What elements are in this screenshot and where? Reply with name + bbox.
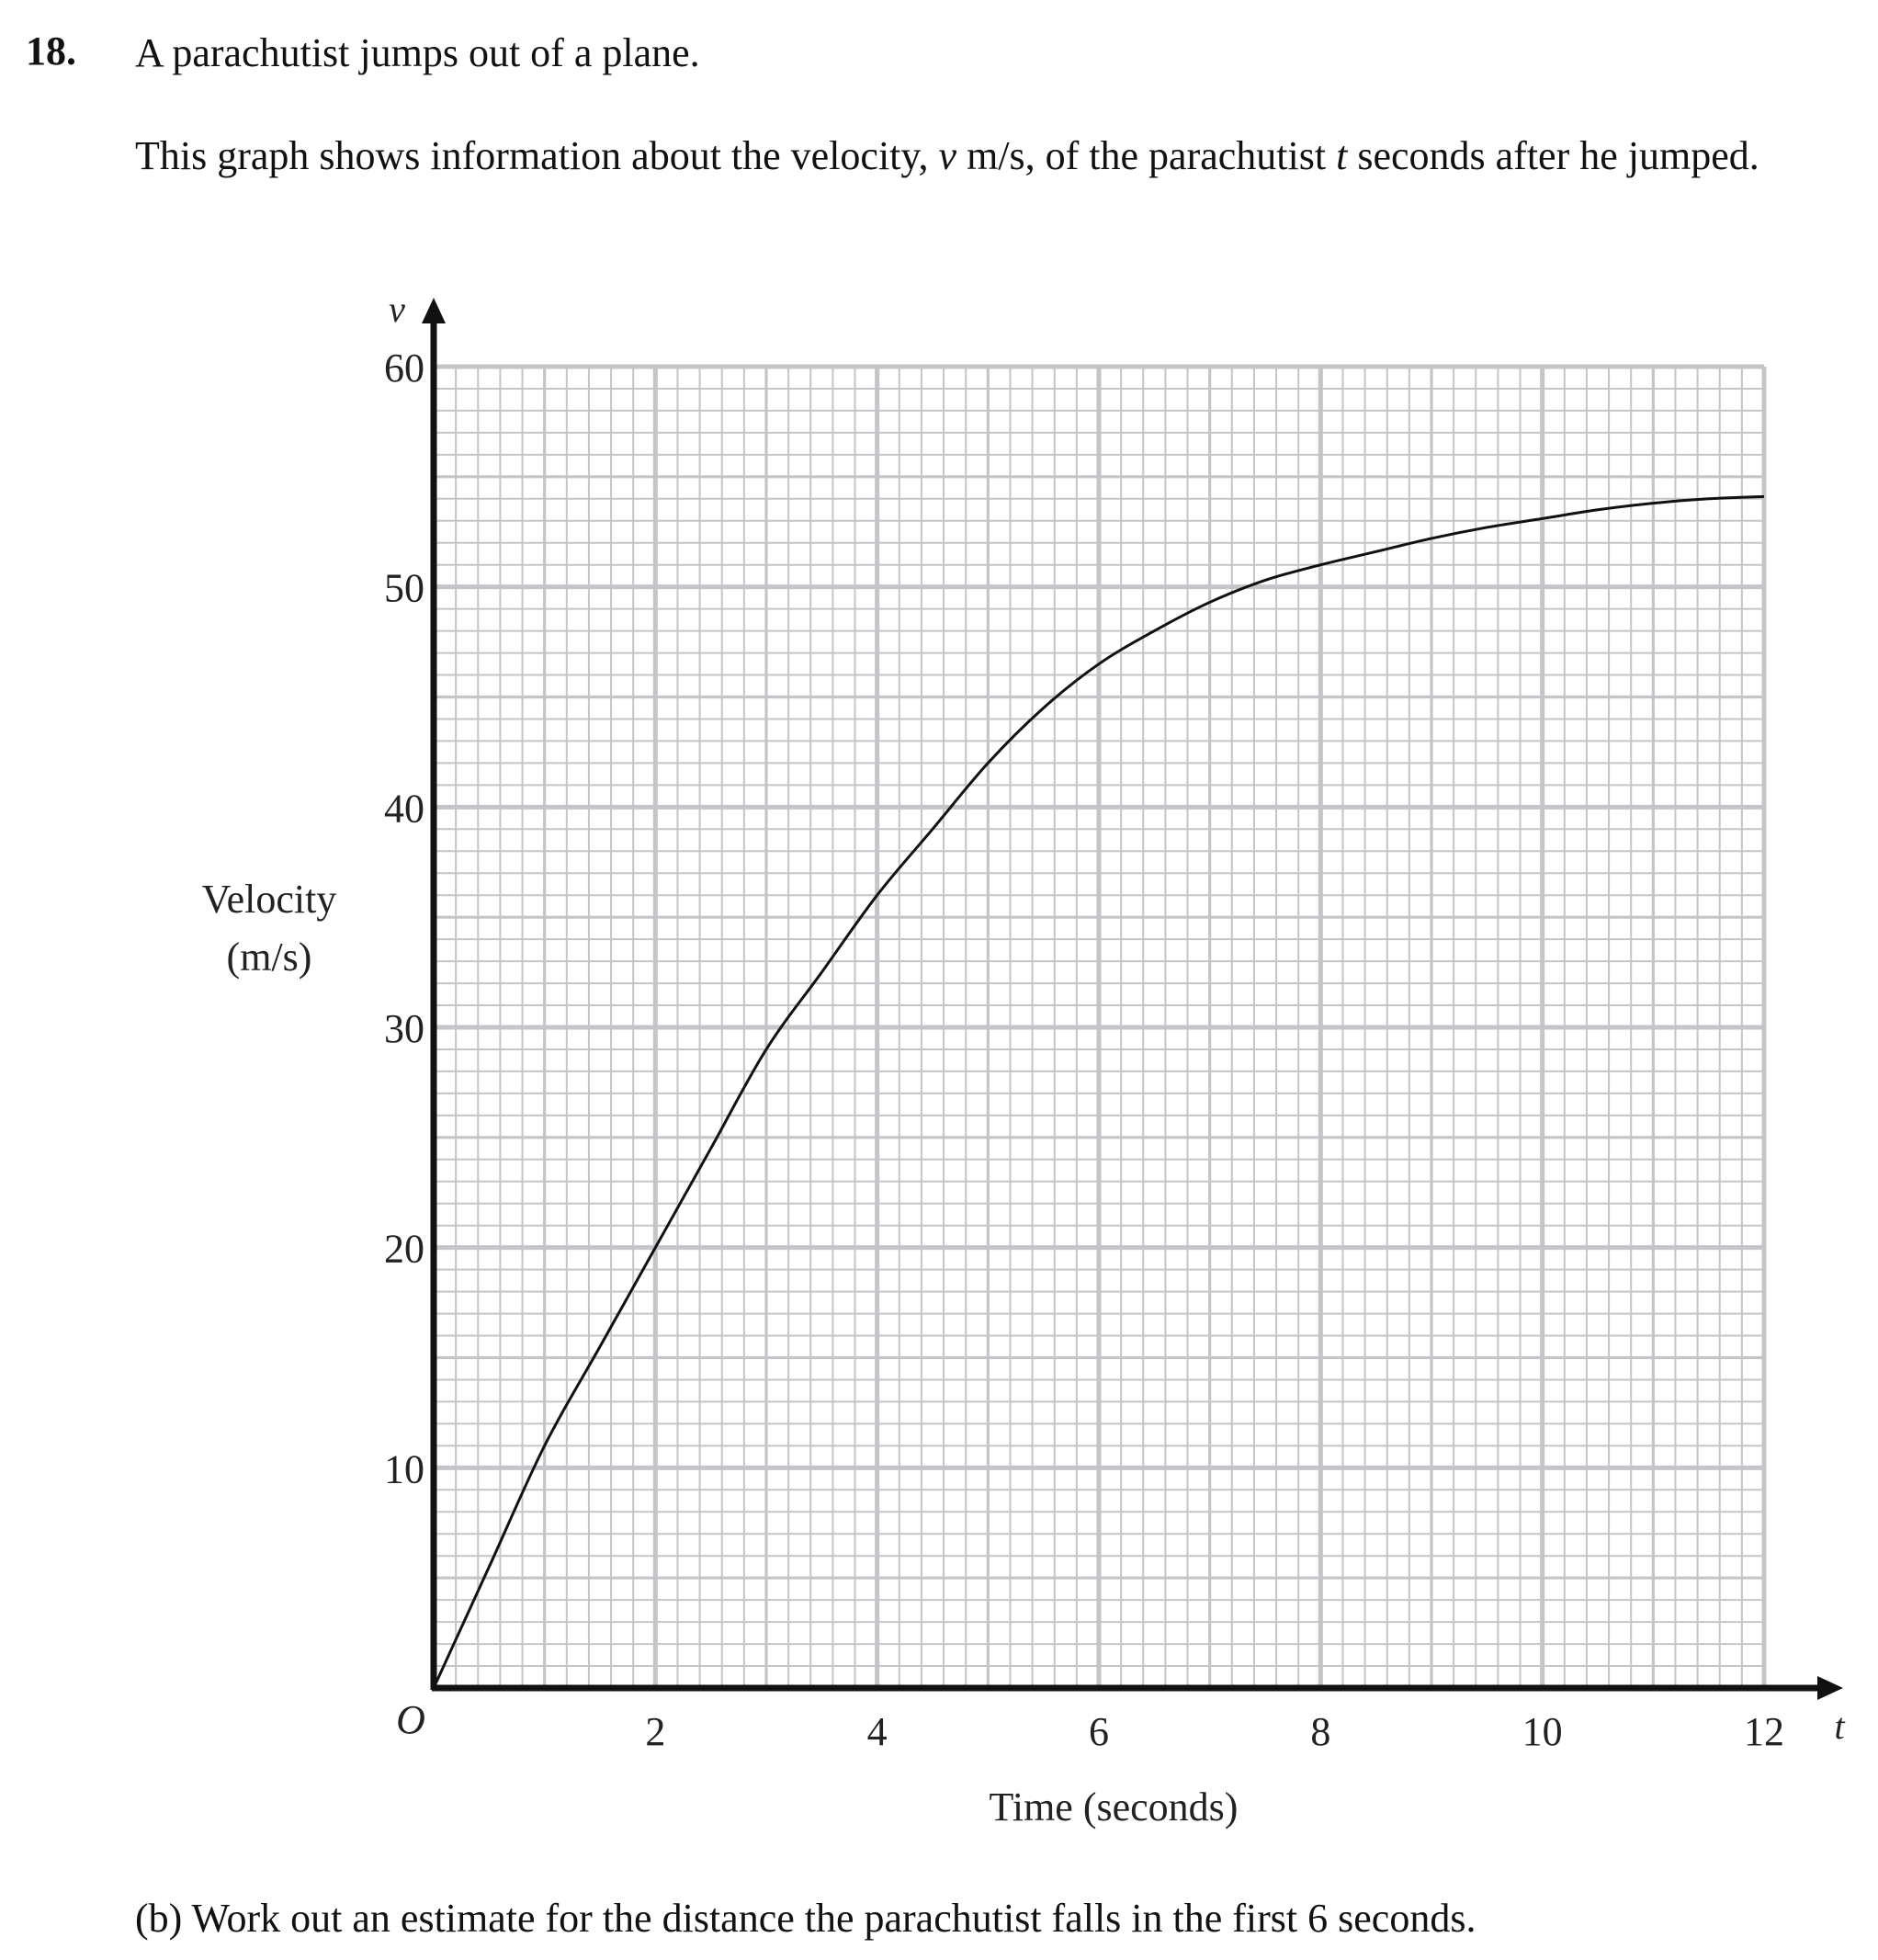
chart-labels (202, 289, 1846, 1830)
x-axis-letter: t (1834, 1705, 1845, 1747)
x-axis-arrow (1817, 1676, 1843, 1700)
y-tick-label: 40 (384, 786, 424, 832)
x-tick-label: 2 (645, 1709, 666, 1754)
y-tick-label: 30 (384, 1006, 424, 1051)
x-tick-label: 6 (1089, 1709, 1109, 1754)
x-tick-label: 10 (1522, 1709, 1563, 1754)
y-tick-label: 20 (384, 1226, 424, 1272)
y-axis-title-units: (m/s) (226, 935, 312, 980)
y-tick-label: 50 (384, 565, 424, 611)
x-axis-title: Time (seconds) (989, 1784, 1239, 1830)
y-axis-title: Velocity (201, 877, 337, 922)
question-number: 18. (26, 28, 76, 74)
x-tick-label: 4 (866, 1709, 888, 1754)
chart-grid (434, 367, 1764, 1688)
x-tick-label: 8 (1310, 1709, 1331, 1754)
question-description: This graph shows information about the velocity, v m/s, of the parachutist t seconds after he jumped. (135, 133, 1759, 178)
question-intro: A parachutist jumps out of a plane. (135, 30, 700, 75)
y-tick-label: 10 (384, 1446, 424, 1492)
origin-label: O (396, 1697, 425, 1742)
y-tick-label: 60 (384, 346, 424, 391)
y-axis-letter: v (389, 289, 405, 330)
y-axis-arrow (422, 298, 446, 323)
x-tick-label: 12 (1744, 1709, 1784, 1754)
question-part-b: (b) Work out an estimate for the distance the parachutist falls in the first 6 seconds. (135, 1896, 1476, 1941)
